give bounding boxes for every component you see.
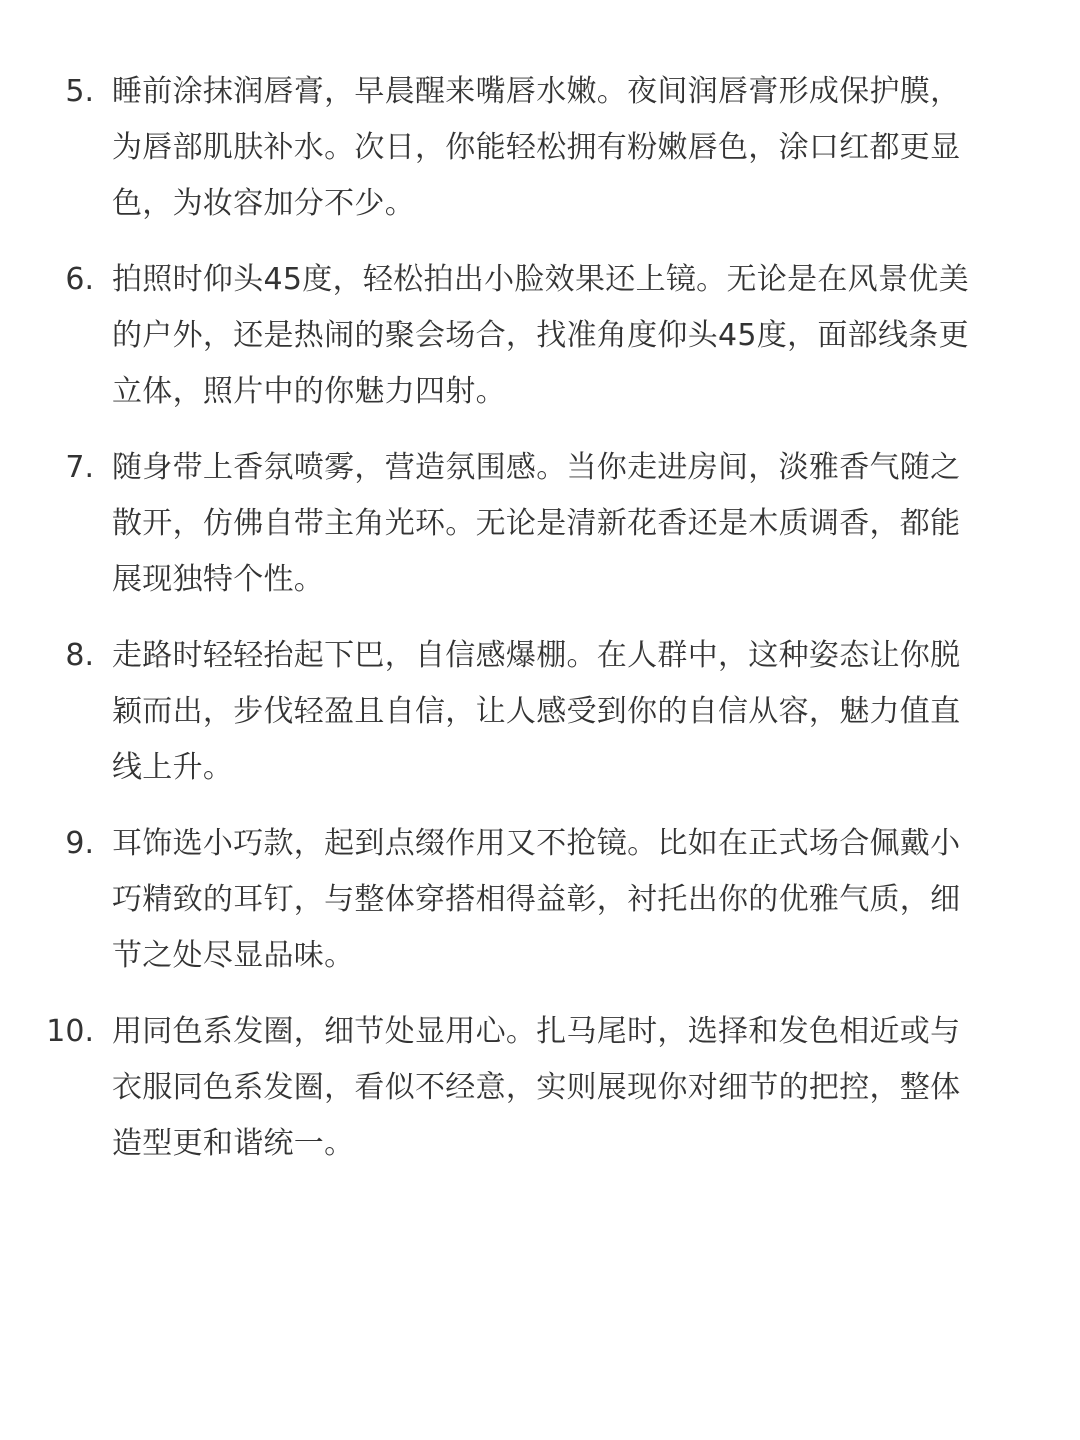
- list-item: [0, 64, 1080, 232]
- item-text-line: 线上升。: [112, 750, 234, 785]
- item-text-line: 拍照时仰头45度，轻松拍出小脸效果还上镜。无论是在风景优美: [112, 262, 969, 297]
- item-text: [112, 628, 1032, 796]
- item-text-line: 衣服同色系发圈，看似不经意，实则展现你对细节的把控，整体: [112, 1070, 961, 1105]
- list-item: [0, 440, 1080, 608]
- item-text-line: 色，为妆容加分不少。: [112, 186, 415, 221]
- item-text-line: 节之处尽显品味。: [112, 938, 355, 973]
- item-text-line: 睡前涂抹润唇膏，早晨醒来嘴唇水嫩。夜间润唇膏形成保护膜，: [112, 74, 961, 109]
- list-item: [0, 252, 1080, 420]
- item-number: 6.: [65, 262, 94, 297]
- item-text-line: 展现独特个性。: [112, 562, 325, 597]
- item-text-line: 颖而出，步伐轻盈且自信，让人感受到你的自信从容，魅力值直: [112, 694, 961, 729]
- item-text-line: 用同色系发圈，细节处显用心。扎马尾时，选择和发色相近或与: [112, 1014, 961, 1049]
- item-text-line: 随身带上香氛喷雾，营造氛围感。当你走进房间，淡雅香气随之: [112, 450, 961, 485]
- list-item: [0, 628, 1080, 796]
- item-number: 7.: [65, 450, 94, 485]
- item-text: [112, 816, 1032, 984]
- item-number: 10.: [46, 1014, 94, 1049]
- tips-list: [0, 64, 1080, 1192]
- item-text-line: 走路时轻轻抬起下巴，自信感爆棚。在人群中，这种姿态让你脱: [112, 638, 961, 673]
- item-text-line: 造型更和谐统一。: [112, 1126, 355, 1161]
- list-item: [0, 1004, 1080, 1172]
- item-number: 8.: [65, 638, 94, 673]
- item-text-line: 的户外，还是热闹的聚会场合，找准角度仰头45度，面部线条更: [112, 318, 969, 353]
- item-text: [112, 1004, 1032, 1172]
- item-number: 9.: [65, 826, 94, 861]
- item-text-line: 散开，仿佛自带主角光环。无论是清新花香还是木质调香，都能: [112, 506, 961, 541]
- item-text-line: 为唇部肌肤补水。次日，你能轻松拥有粉嫩唇色，涂口红都更显: [112, 130, 961, 165]
- item-text: [112, 252, 1032, 420]
- list-item: [0, 816, 1080, 984]
- item-text: [112, 64, 1032, 232]
- item-text-line: 巧精致的耳钉，与整体穿搭相得益彰，衬托出你的优雅气质，细: [112, 882, 961, 917]
- item-text: [112, 440, 1032, 608]
- item-number: 5.: [65, 74, 94, 109]
- item-text-line: 立体，照片中的你魅力四射。: [112, 374, 506, 409]
- item-text-line: 耳饰选小巧款，起到点缀作用又不抢镜。比如在正式场合佩戴小: [112, 826, 961, 861]
